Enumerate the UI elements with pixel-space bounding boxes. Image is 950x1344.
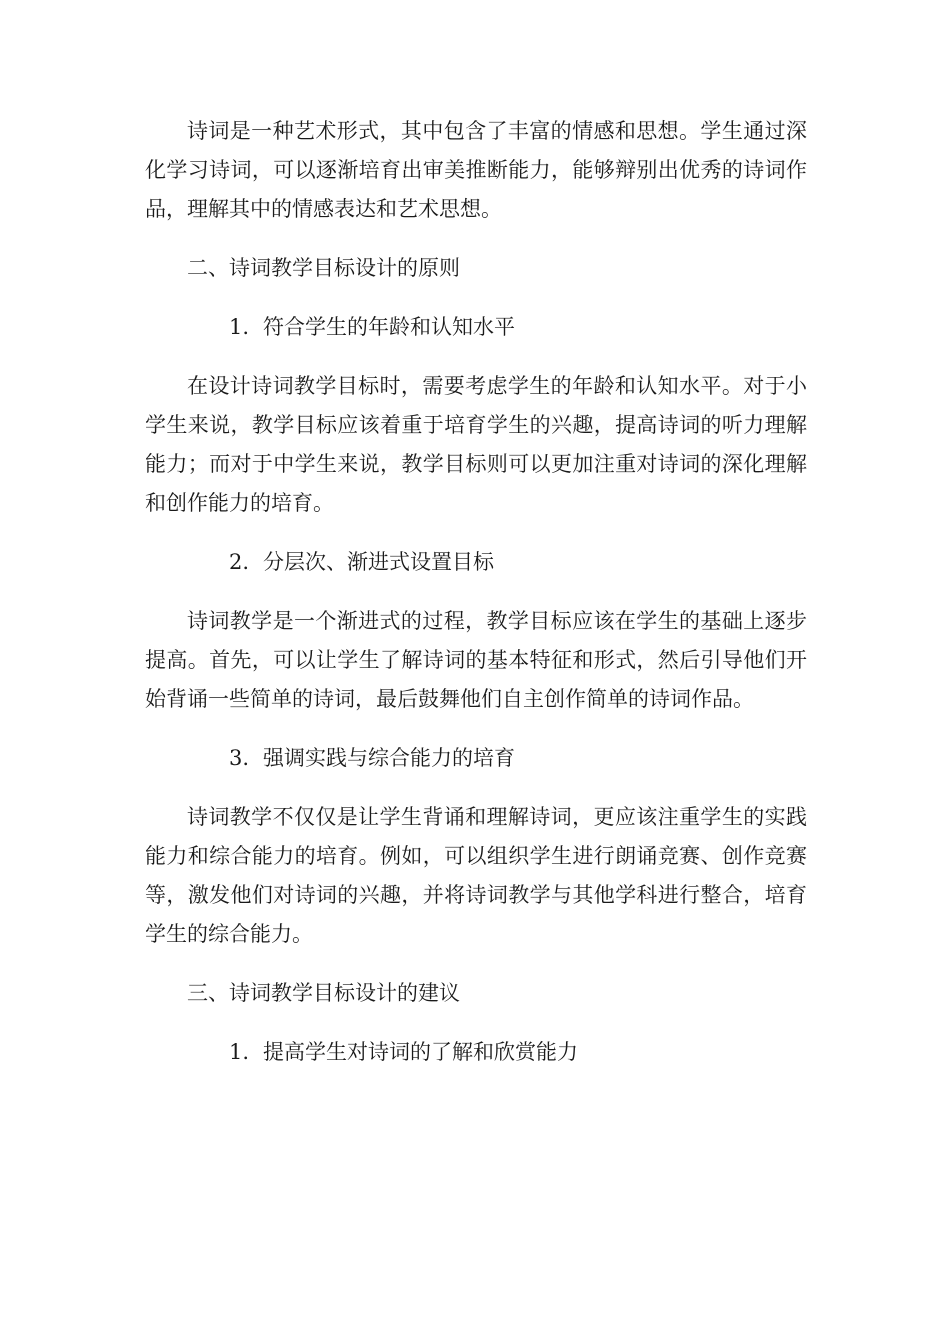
paragraph: 诗词是一种艺术形式，其中包含了丰富的情感和思想。学生通过深化学习诗词，可以逐渐培育出审美推断能力，能够辩别出优秀的诗词作品，理解其中的情感表达和艺术思想。: [145, 119, 807, 221]
subsection-heading: [145, 1033, 807, 1072]
paragraph: 诗词教学不仅仅是让学生背诵和理解诗词，更应该注重学生的实践能力和综合能力的培育。例如，可以组织学生进行朗诵竞赛、创作竞赛等，激发他们对诗词的兴趣，并将诗词教学与其他学科进行整合，培育学生的综合能力。: [145, 805, 807, 946]
subsection-heading: [145, 543, 807, 582]
subsection-heading: [145, 739, 807, 778]
section-heading: 三、诗词教学目标设计的建议: [187, 981, 460, 1005]
subsection-title: 符合学生的年龄和认知水平: [263, 315, 516, 339]
section-heading: 二、诗词教学目标设计的原则: [187, 256, 460, 280]
subsection-number: 1.: [229, 1040, 250, 1064]
subsection-number: 1.: [229, 315, 250, 339]
subsection-number: 3.: [229, 746, 250, 770]
subsection-title: 提高学生对诗词的了解和欣赏能力: [263, 1040, 579, 1064]
document-body: [145, 112, 807, 1092]
subsection-title: 强调实践与综合能力的培育: [263, 746, 516, 770]
subsection-title: 分层次、渐进式设置目标: [263, 550, 495, 574]
subsection-number: 2.: [229, 550, 250, 574]
subsection-heading: [145, 308, 807, 347]
paragraph: 在设计诗词教学目标时，需要考虑学生的年龄和认知水平。对于小学生来说，教学目标应该着重于培育学生的兴趣，提高诗词的听力理解能力；而对于中学生来说，教学目标则可以更加注重对诗词的深化理解和创作能力的培育。: [145, 374, 807, 515]
paragraph: 诗词教学是一个渐进式的过程，教学目标应该在学生的基础上逐步提高。首先，可以让学生了解诗词的基本特征和形式，然后引导他们开始背诵一些简单的诗词，最后鼓舞他们自主创作简单的诗词作品。: [145, 609, 807, 711]
